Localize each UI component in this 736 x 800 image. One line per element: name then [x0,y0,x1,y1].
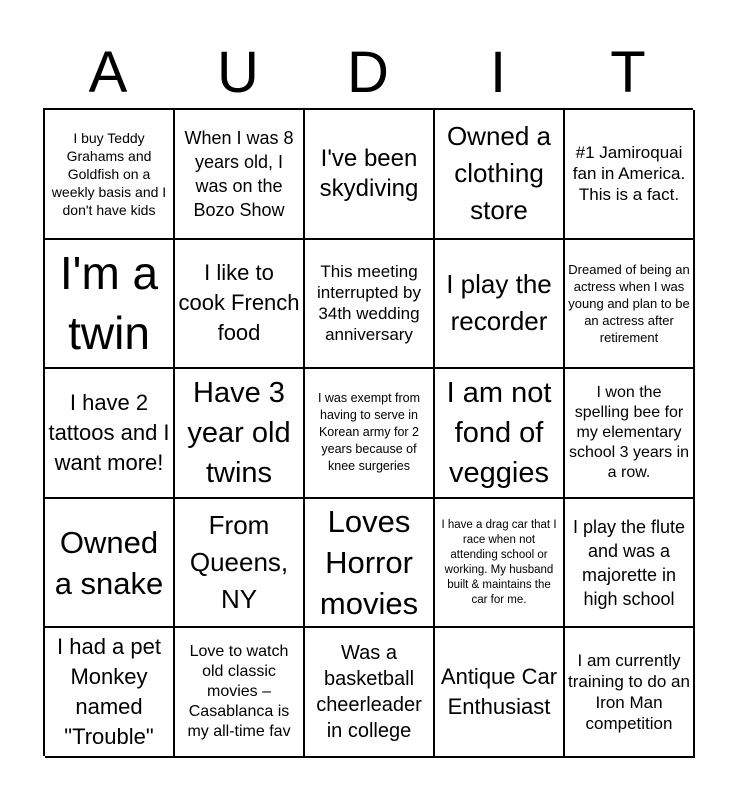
cell-text: Dreamed of being an actress when I was young and plan to be an actress after retirement [568,261,690,345]
cell-text: Have 3 year old twins [187,376,291,489]
cell-text: Love to watch old classic movies – Casablanca is my all-time fav [187,643,291,741]
cell-text: From Queens, NY [189,510,289,615]
cell-text: Owned a clothing store [446,121,552,226]
bingo-cell[interactable] [175,499,305,629]
bingo-cell[interactable] [45,628,175,758]
cell-text: When I was 8 years old, I was on the Bozo Show [184,127,294,220]
title-letter-i: I [489,40,507,105]
cell-text: I'm a twin [59,247,159,360]
cell-text: Antique Car Enthusiast [440,664,558,720]
bingo-card-grid [43,108,693,756]
bingo-cell[interactable] [45,110,175,240]
cell-text: I won the spelling bee for my elementary school 3 years in a row. [568,383,690,481]
cell-text: I've been skydiving [319,144,419,202]
cell-text: I like to cook French food [178,260,300,346]
cell-text: I was exempt from having to serve in Korean army for 2 years because of knee surgeries [317,391,421,474]
bingo-cell[interactable] [45,499,175,629]
bingo-cell[interactable] [175,240,305,370]
bingo-cell[interactable] [565,110,695,240]
bingo-title [43,40,693,106]
bingo-cell[interactable] [45,369,175,499]
bingo-cell[interactable] [565,628,695,758]
bingo-cell[interactable] [305,499,435,629]
title-letter-d: D [347,40,389,105]
title-letter-a: A [88,40,128,105]
bingo-cell[interactable] [305,369,435,499]
title-letter-u: U [217,40,259,105]
bingo-cell[interactable] [565,240,695,370]
cell-text: Was a basketball cheerleader in college [316,642,422,743]
title-letter-t: T [610,40,646,105]
cell-text: I play the flute and was a majorette in high school [572,516,686,609]
bingo-cell[interactable] [435,110,565,240]
bingo-cell[interactable] [175,110,305,240]
bingo-cell[interactable] [565,369,695,499]
cell-text: I had a pet Monkey named "Trouble" [57,634,161,750]
bingo-cell[interactable] [305,240,435,370]
cell-text: I buy Teddy Grahams and Goldfish on a weekly basis and I don't have kids [51,129,167,218]
cell-text: I have 2 tattoos and I want more! [48,389,170,475]
cell-text: I am not fond of veggies [446,376,552,489]
cell-text: I play the recorder [446,269,552,337]
bingo-cell[interactable] [45,240,175,370]
cell-text: Loves Horror movies [319,504,419,622]
cell-text: Owned a snake [54,524,164,601]
bingo-cell[interactable] [435,628,565,758]
bingo-cell[interactable] [175,369,305,499]
cell-text: I have a drag car that I race when not attending school or working. My husband built & maintains the car for me. [441,518,557,606]
cell-text: I am currently training to do an Iron Man competition [568,651,690,734]
bingo-cell[interactable] [305,628,435,758]
bingo-cell[interactable] [565,499,695,629]
bingo-cell[interactable] [435,369,565,499]
bingo-cell[interactable] [435,499,565,629]
cell-text: This meeting interrupted by 34th wedding anniversary [317,262,421,345]
bingo-cell[interactable] [305,110,435,240]
cell-text: #1 Jamiroquai fan in America. This is a fact. [572,143,686,205]
bingo-cell[interactable] [435,240,565,370]
bingo-cell[interactable] [175,628,305,758]
